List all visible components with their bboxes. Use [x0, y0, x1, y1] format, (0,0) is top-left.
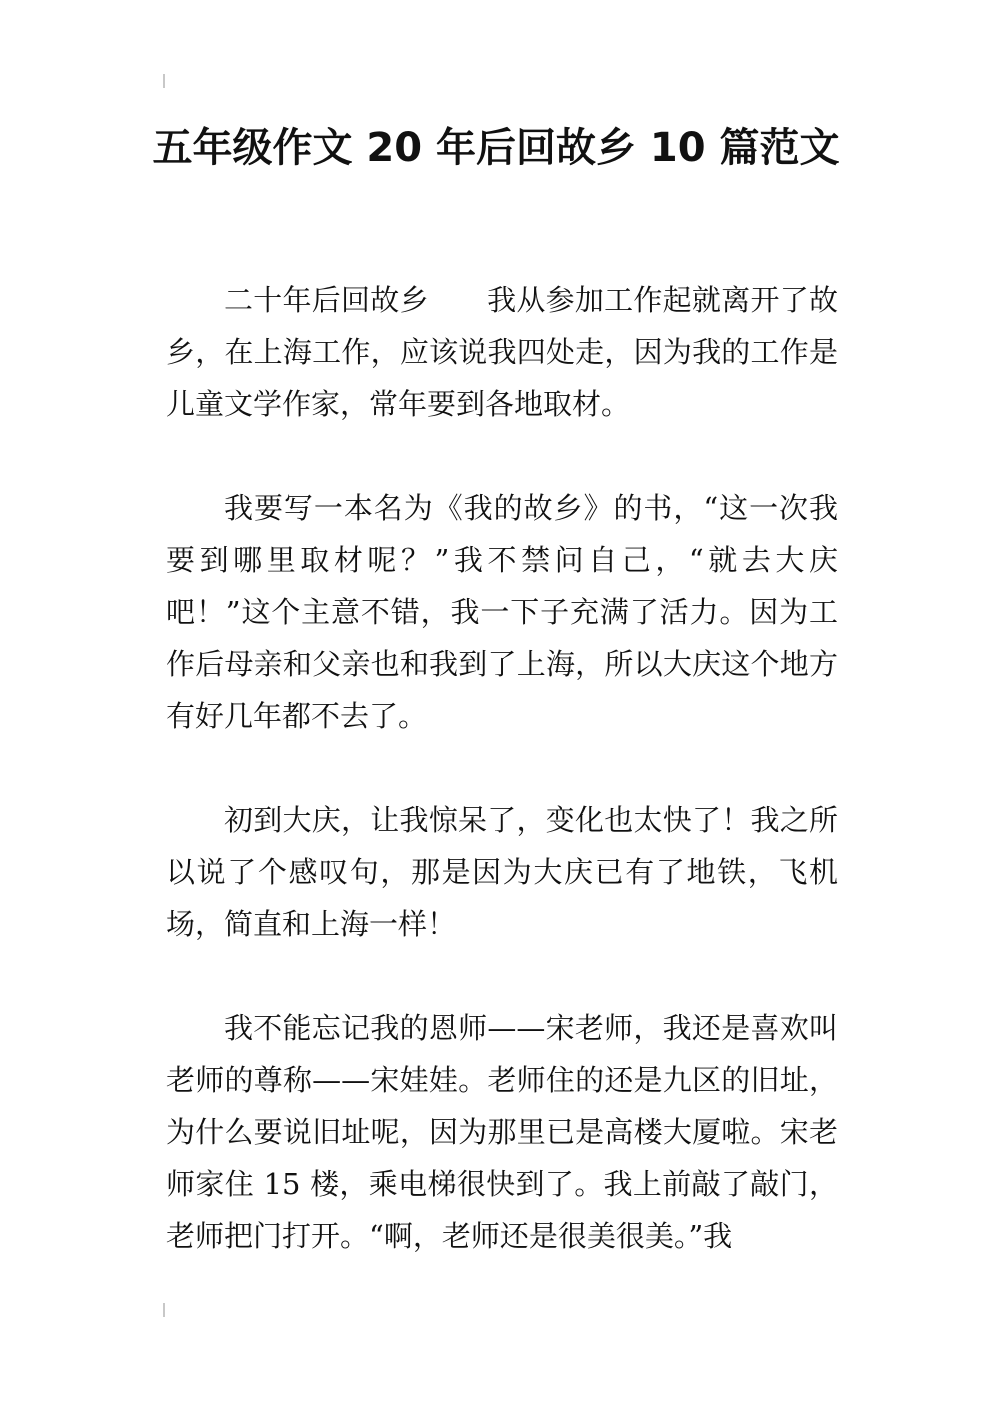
paragraph-text: 我从参加工作起就离开了故乡，在上海工作，应该说我四处走，因为我的工作是儿童文学作家，常年要到各地取材。 — [166, 283, 838, 421]
page-corner-mark-bottom — [163, 1303, 165, 1317]
document-body — [166, 274, 838, 1314]
page-corner-mark-top — [163, 74, 165, 88]
paragraph-3: 初到大庆，让我惊呆了，变化也太快了！我之所以说了个感叹句，那是因为大庆已有了地铁，飞机场，简直和上海一样！ — [166, 803, 838, 941]
paragraph-2: 我要写一本名为《我的故乡》的书，“这一次我要到哪里取材呢？”我不禁问自己，“就去大庆吧！”这个主意不错，我一下子充满了活力。因为工作后母亲和父亲也和我到了上海，所以大庆这个地方有好几年都不去了。 — [166, 491, 838, 733]
document-title: 五年级作文 20 年后回故乡 10 篇范文 — [152, 125, 840, 171]
paragraph-4: 我不能忘记我的恩师——宋老师，我还是喜欢叫老师的尊称——宋娃娃。老师住的还是九区的旧址，为什么要说旧址呢，因为那里已是高楼大厦啦。宋老师家住 15 楼，乘电梯很快到了。我上前敲了敲门，老师把门打开。“啊，老师还是很美很美。”我 — [166, 1011, 838, 1253]
paragraph-1 — [166, 274, 838, 430]
paragraph-lead: 二十年后回故乡 — [224, 283, 429, 317]
